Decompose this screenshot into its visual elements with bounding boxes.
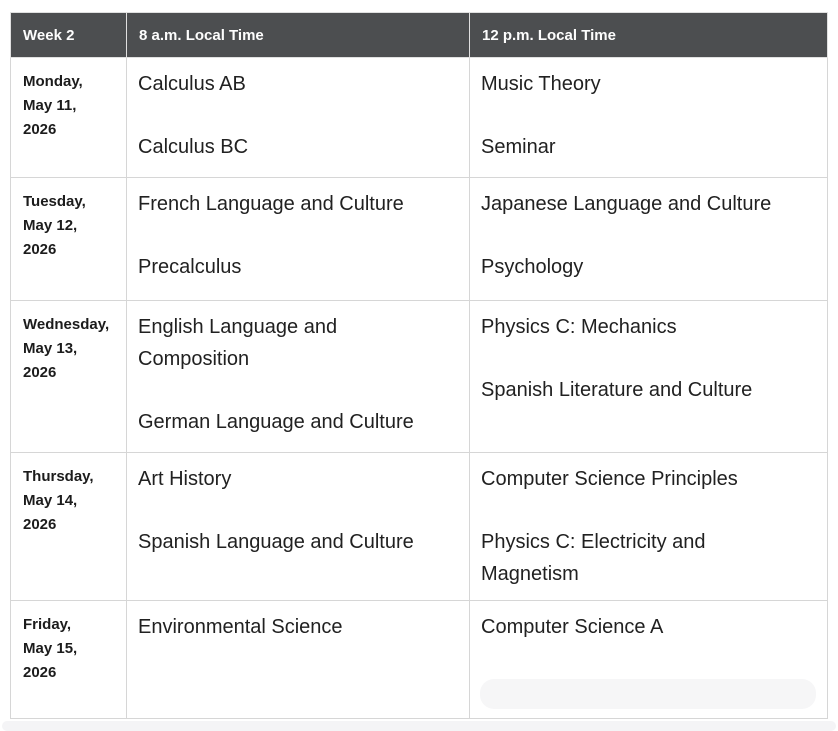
table-row [11, 453, 828, 601]
day-line: May 15, [23, 640, 78, 657]
morning-exams-cell [127, 453, 470, 601]
day-line: May 14, [23, 492, 78, 509]
ghost-highlight [480, 679, 816, 709]
header-row [11, 13, 828, 58]
day-cell [11, 453, 127, 601]
exam-name: Calculus AB [138, 73, 246, 95]
exam-name: Music Theory [481, 73, 601, 95]
header-cell-12pm-local-time: 12 p.m. Local Time [470, 13, 828, 58]
day-line: 2026 [23, 664, 57, 681]
afternoon-exams-cell [470, 453, 828, 601]
exam-name: Spanish Language and Culture [138, 531, 414, 553]
exam-name: Physics C: Mechanics [481, 316, 677, 338]
exam-name: Calculus BC [138, 136, 249, 158]
bottom-strip [2, 721, 836, 731]
day-line: 2026 [23, 364, 57, 381]
day-cell [11, 301, 127, 453]
exam-name: Computer Science A [481, 616, 664, 638]
day-line: Tuesday, [23, 193, 86, 210]
day-line: May 11, [23, 97, 77, 114]
exam-schedule-table [10, 12, 828, 719]
exam-name: French Language and Culture [138, 193, 404, 215]
day-cell [11, 58, 127, 178]
exam-name: Spanish Literature and Culture [481, 379, 753, 401]
morning-exams-cell [127, 601, 470, 719]
afternoon-exams-cell [470, 301, 828, 453]
table-row [11, 601, 828, 719]
exam-name: Art History [138, 468, 232, 490]
afternoon-exams-cell [470, 178, 828, 301]
exam-name: Environmental Science [138, 616, 343, 638]
exam-name: English Language and Composition [138, 316, 338, 370]
header-cell-week: Week 2 [11, 13, 127, 58]
day-line: May 12, [23, 217, 78, 234]
exam-name: Precalculus [138, 256, 242, 278]
morning-exams-cell [127, 58, 470, 178]
exam-name: Computer Science Principles [481, 468, 738, 490]
day-line: Friday, [23, 616, 72, 633]
day-line: 2026 [23, 121, 57, 138]
morning-exams-cell [127, 178, 470, 301]
table-row [11, 178, 828, 301]
day-line: Thursday, [23, 468, 94, 485]
day-line: 2026 [23, 516, 57, 533]
afternoon-exams-cell [470, 58, 828, 178]
day-cell [11, 601, 127, 719]
exam-name: Japanese Language and Culture [481, 193, 772, 215]
schedule-body [11, 58, 828, 719]
table-row [11, 58, 828, 178]
day-cell [11, 178, 127, 301]
day-line: May 13, [23, 340, 78, 357]
day-line: Monday, [23, 73, 83, 90]
table-row [11, 301, 828, 453]
day-line: Wednesday, [23, 316, 110, 333]
exam-name: Physics C: Electricity and Magnetism [481, 531, 706, 585]
afternoon-exams-cell [470, 601, 828, 719]
exam-name: German Language and Culture [138, 411, 414, 433]
morning-exams-cell [127, 301, 470, 453]
exam-name: Seminar [481, 136, 556, 158]
exam-name: Psychology [481, 256, 584, 278]
day-line: 2026 [23, 241, 57, 258]
header-cell-8am-local-time: 8 a.m. Local Time [127, 13, 470, 58]
